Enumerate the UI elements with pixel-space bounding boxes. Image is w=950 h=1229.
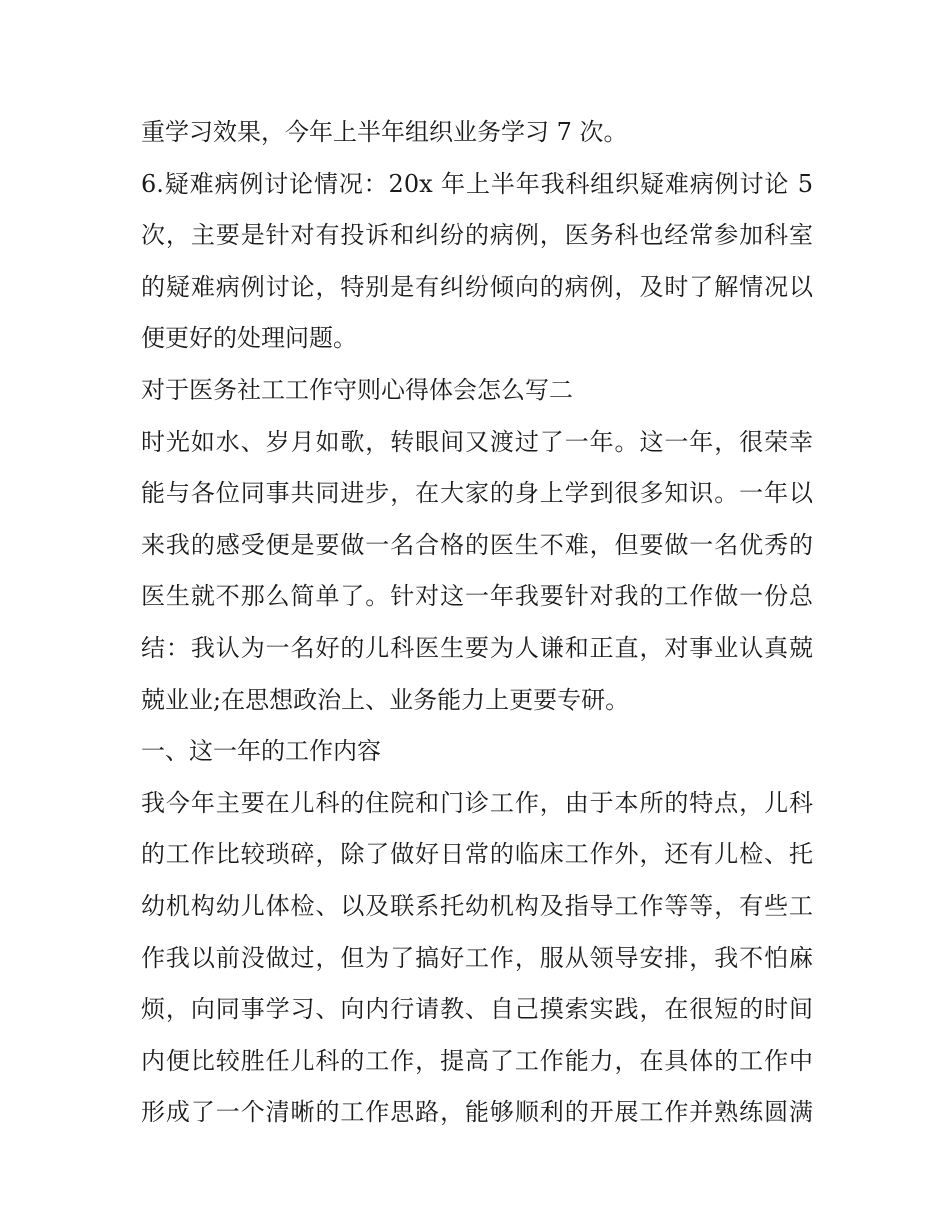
text-line: 兢业业;在思想政治上、业务能力上更要专研。 (141, 685, 630, 714)
text-line: 烦，向同事学习、向内行请教、自己摸索实践，在很短的时间 (141, 995, 813, 1024)
text-line: 便更好的处理问题。 (141, 324, 357, 353)
text-line: 形成了一个清晰的工作思路，能够顺利的开展工作并熟练圆满 (141, 1098, 813, 1127)
text-line: 结：我认为一名好的儿科医生要为人谦和正直，对事业认真兢 (141, 633, 813, 662)
text-line: 作我以前没做过，但为了搞好工作，服从领导安排，我不怕麻 (141, 943, 813, 972)
text-line: 来我的感受便是要做一名合格的医生不难，但要做一名优秀的 (141, 530, 813, 559)
text-line: 的疑难病例讨论，特别是有纠纷倾向的病例，及时了解情况以 (141, 272, 813, 301)
text-line: 内便比较胜任儿科的工作，提高了工作能力，在具体的工作中 (141, 1046, 813, 1075)
text-line: 一、这一年的工作内容 (141, 737, 381, 766)
document-body (141, 107, 813, 1139)
text-line: 的工作比较琐碎，除了做好日常的临床工作外，还有儿检、托 (141, 840, 813, 869)
text-line: 6.疑难病例讨论情况：20x 年上半年我科组织疑难病例讨论 5 (141, 169, 813, 198)
text-line: 能与各位同事共同进步，在大家的身上学到很多知识。一年以 (141, 479, 813, 508)
text-line: 重学习效果，今年上半年组织业务学习 7 次。 (141, 118, 628, 146)
text-line: 对于医务社工工作守则心得体会怎么写二 (141, 375, 573, 404)
text-line: 医生就不那么简单了。针对这一年我要针对我的工作做一份总 (141, 582, 813, 611)
text-line: 时光如水、岁月如歌，转眼间又渡过了一年。这一年，很荣幸 (141, 427, 813, 456)
text-line: 次，主要是针对有投诉和纠纷的病例，医务科也经常参加科室 (141, 221, 813, 250)
text-line: 幼机构幼儿体检、以及联系托幼机构及指导工作等等，有些工 (141, 891, 813, 920)
text-line: 我今年主要在儿科的住院和门诊工作，由于本所的特点，儿科 (141, 788, 813, 817)
